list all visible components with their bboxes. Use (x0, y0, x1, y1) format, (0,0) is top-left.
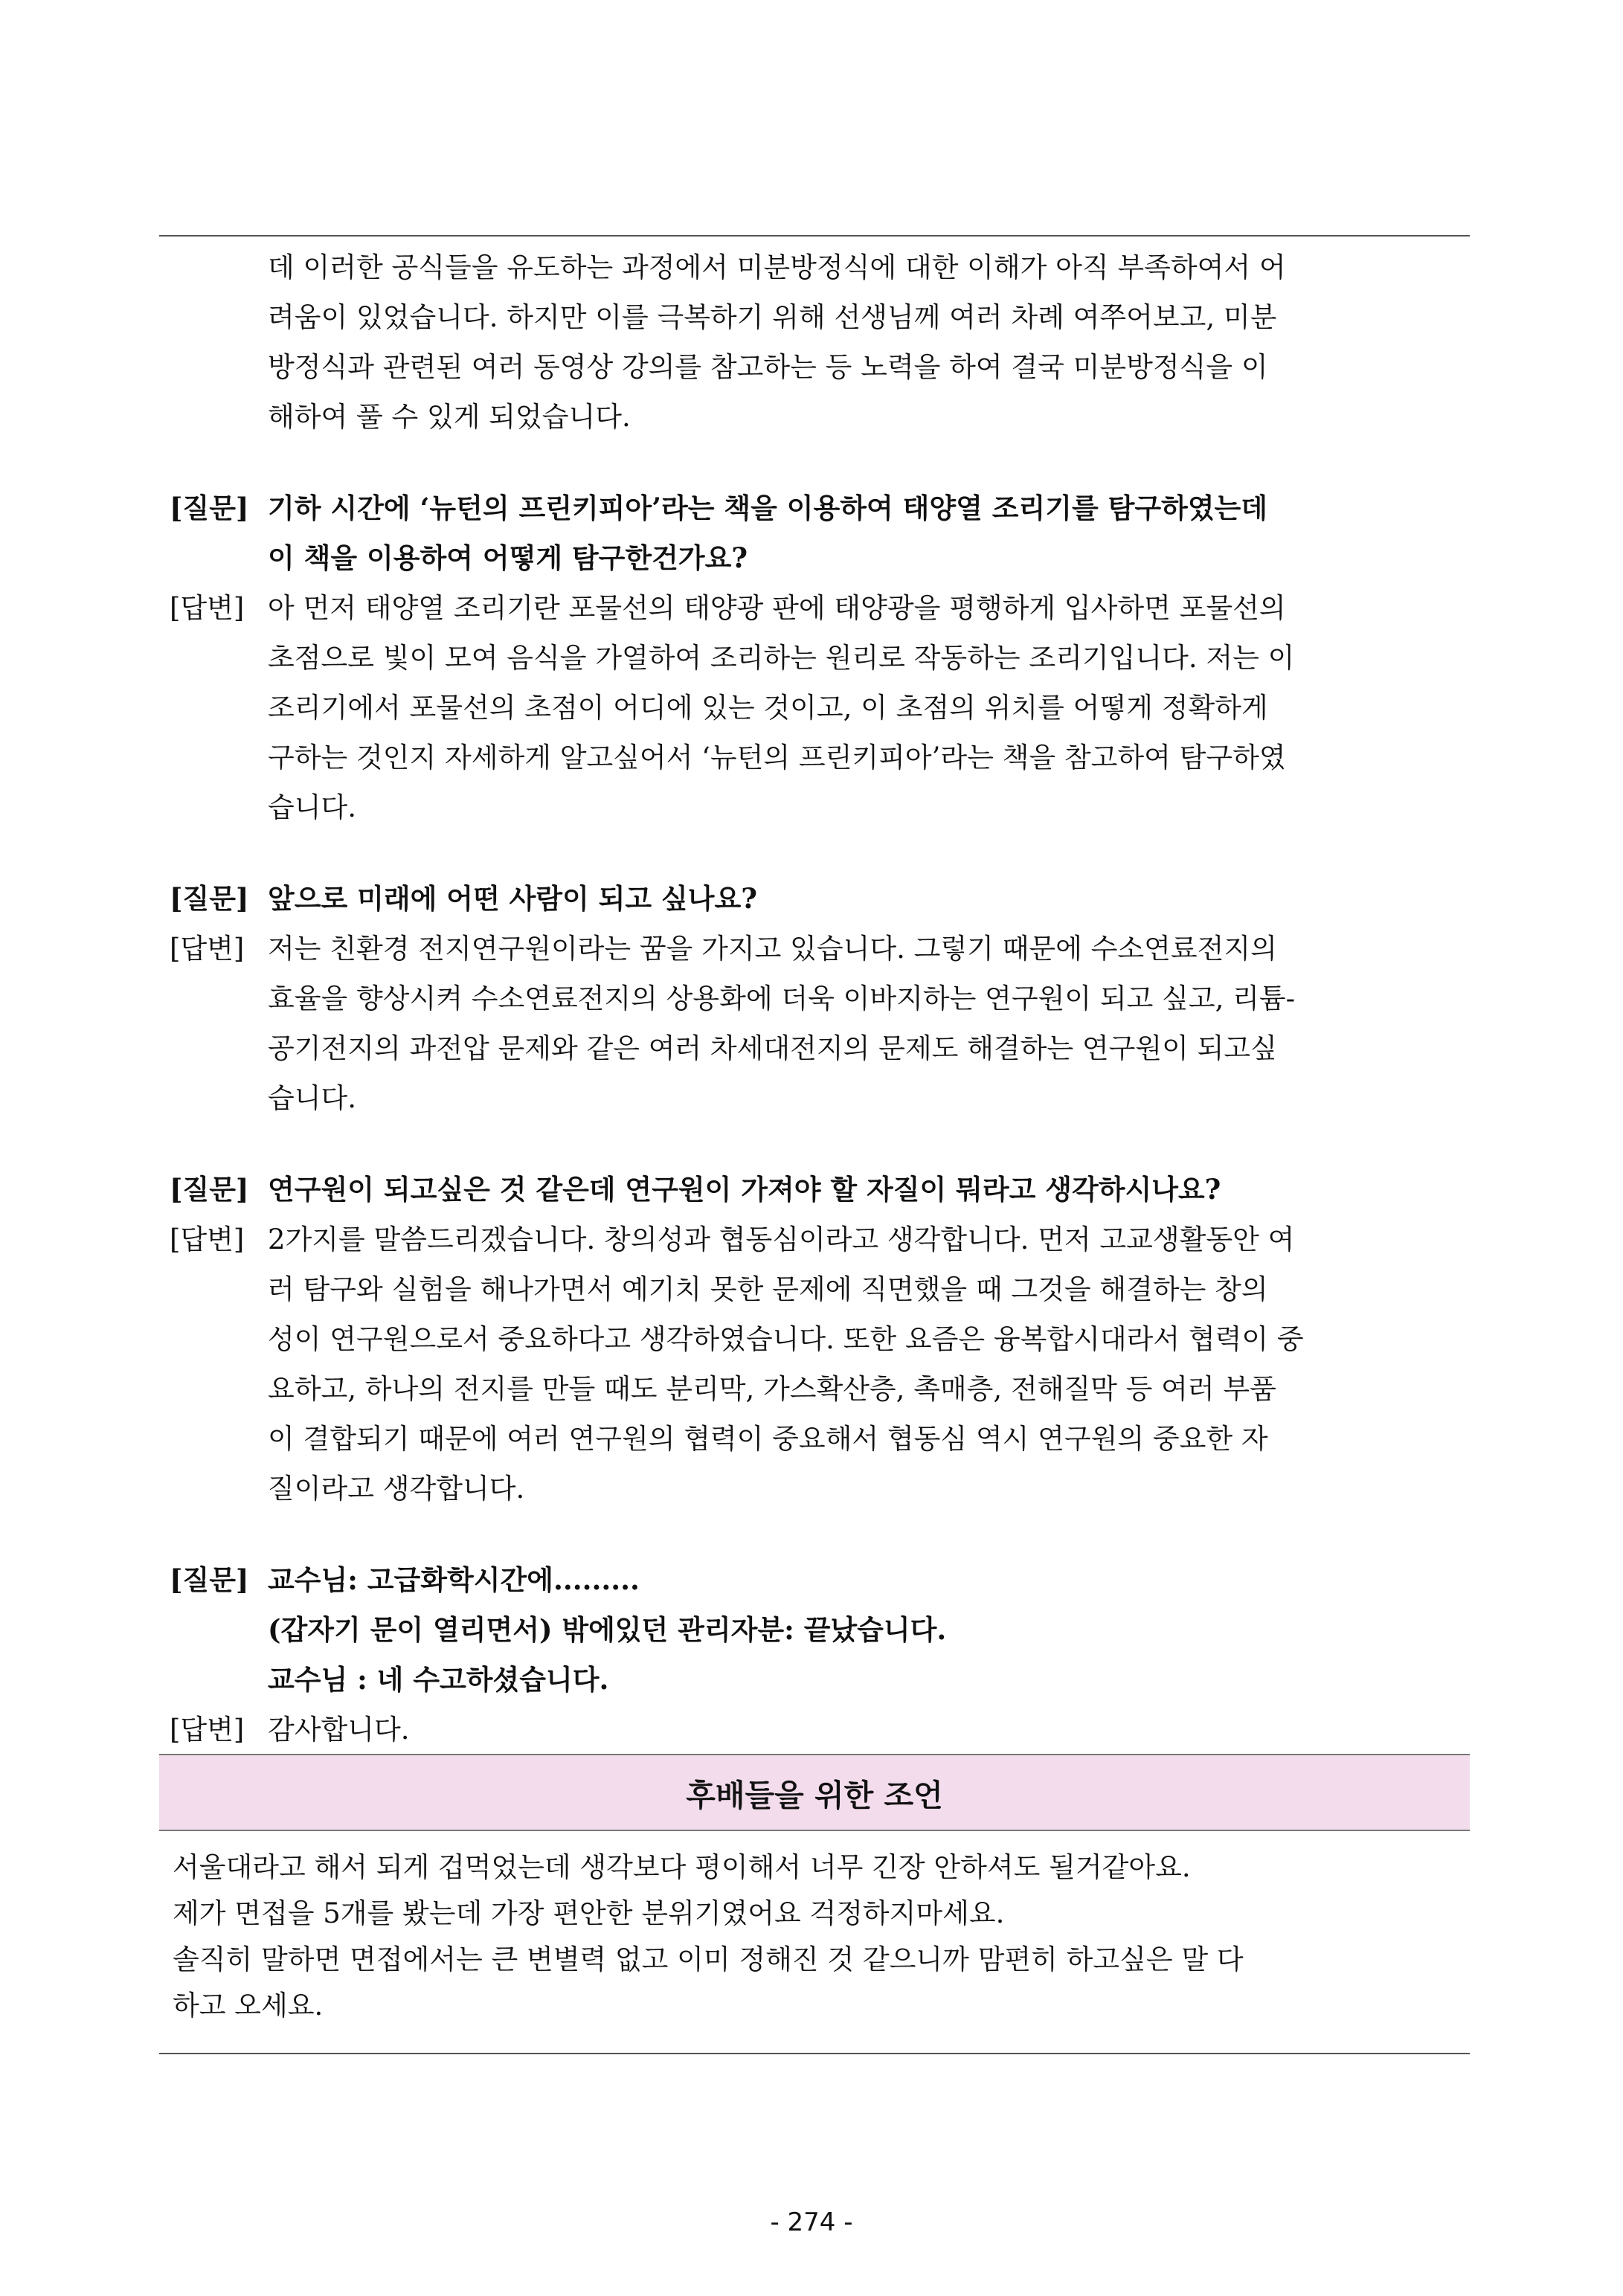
question-tag: [질문] (170, 1563, 249, 1596)
question-3 (170, 1165, 1464, 1215)
advice-body (173, 1845, 1464, 2029)
question-4 (170, 1555, 1464, 1705)
answer-line: 공기전지의 과전압 문제와 같은 여러 차세대전지의 문제도 해결하는 연구원이 되고싶 (268, 1032, 1277, 1064)
answer-line: 감사합니다. (268, 1714, 410, 1746)
question-tag: [질문] (170, 492, 249, 524)
question-line: 연구원이 되고싶은 것 같은데 연구원이 가져야 할 자질이 뭐라고 생각하시나요? (268, 1173, 1221, 1206)
answer-4 (170, 1705, 1464, 1755)
answer-line: 초점으로 빛이 모여 음식을 가열하여 조리하는 원리로 작동하는 조리기입니다. 저는 이 (268, 642, 1295, 674)
question-line: 앞으로 미래에 어떤 사람이 되고 싶나요? (268, 882, 757, 915)
question-tag: [질문] (170, 1173, 249, 1206)
advice-line: 솔직히 말하면 면접에서는 큰 변별력 없고 이미 정해진 것 같으니까 맘편히 하고싶은 말 다 (173, 1943, 1244, 1975)
answer-3 (170, 1215, 1464, 1514)
question-2 (170, 874, 1464, 924)
answer-tag: [답변] (170, 592, 245, 624)
intro-line: 방정식과 관련된 여러 동영상 강의를 참고하는 등 노력을 하여 결국 미분방정식을 이 (268, 351, 1268, 383)
intro-paragraph (170, 242, 1464, 442)
advice-line: 제가 면접을 5개를 봤는데 가장 편안한 분위기였어요 걱정하지마세요. (173, 1897, 1005, 1929)
answer-line: 효율을 향상시켜 수소연료전지의 상용화에 더욱 이바지하는 연구원이 되고 싶고, 리튬- (268, 983, 1296, 1014)
question-line: (갑자기 문이 열리면서) 밖에있던 관리자분: 끝났습니다. (268, 1613, 947, 1646)
intro-line: 해하여 풀 수 있게 되었습니다. (268, 401, 631, 433)
intro-line: 려움이 있었습니다. 하지만 이를 극복하기 위해 선생님께 여러 차례 여쭈어보고, 미분 (268, 301, 1277, 333)
question-line: 교수님 : 네 수고하셨습니다. (268, 1663, 609, 1696)
question-1 (170, 483, 1464, 583)
question-line: 이 책을 이용하여 어떻게 탐구한건가요? (268, 541, 748, 574)
answer-line: 요하고, 하나의 전지를 만들 때도 분리막, 가스확산층, 촉매층, 전해질막 등 여러 부품 (268, 1373, 1276, 1405)
bottom-divider (159, 2053, 1470, 2054)
advice-title: 후배들을 위한 조언 (159, 1754, 1470, 1831)
answer-line: 성이 연구원으로서 중요하다고 생각하였습니다. 또한 요즘은 융복합시대라서 협력이 중 (268, 1323, 1304, 1355)
question-line: 기하 시간에 ‘뉴턴의 프린키피아’라는 책을 이용하여 태양열 조리기를 탐구하였는데 (268, 492, 1268, 524)
question-tag: [질문] (170, 882, 249, 915)
advice-line: 서울대라고 해서 되게 겁먹었는데 생각보다 평이해서 너무 긴장 안하셔도 될거같아요. (173, 1851, 1191, 1883)
answer-line: 습니다. (268, 791, 356, 823)
answer-1 (170, 583, 1464, 832)
answer-line: 조리기에서 포물선의 초점이 어디에 있는 것이고, 이 초점의 위치를 어떻게 정확하게 (268, 692, 1268, 724)
answer-tag: [답변] (170, 933, 245, 965)
answer-line: 저는 친환경 전지연구원이라는 꿈을 가지고 있습니다. 그렇기 때문에 수소연료전지의 (268, 933, 1277, 965)
answer-line: 습니다. (268, 1082, 356, 1114)
answer-line: 구하는 것인지 자세하게 알고싶어서 ‘뉴턴의 프린키피아’라는 책을 참고하여 탐구하였 (268, 742, 1286, 774)
top-divider (159, 235, 1470, 237)
answer-line: 이 결합되기 때문에 여러 연구원의 협력이 중요해서 협동심 역시 연구원의 중요한 자 (268, 1423, 1268, 1455)
answer-tag: [답변] (170, 1714, 245, 1746)
answer-line: 아 먼저 태양열 조리기란 포물선의 태양광 판에 태양광을 평행하게 입사하면 포물선의 (268, 592, 1286, 624)
answer-line: 러 탐구와 실험을 해나가면서 예기치 못한 문제에 직면했을 때 그것을 해결하는 창의 (268, 1273, 1268, 1305)
answer-2 (170, 924, 1464, 1123)
answer-line: 2가지를 말씀드리겠습니다. 창의성과 협동심이라고 생각합니다. 먼저 고교생활동안 여 (268, 1223, 1295, 1255)
page-number: - 274 - (770, 2207, 853, 2237)
answer-line: 질이라고 생각합니다. (268, 1473, 525, 1505)
advice-line: 하고 오세요. (173, 1990, 324, 2022)
answer-tag: [답변] (170, 1223, 245, 1255)
question-line: 교수님: 고급화학시간에......... (268, 1563, 640, 1596)
interview-content (170, 242, 1464, 1755)
intro-line: 데 이러한 공식들을 유도하는 과정에서 미분방정식에 대한 이해가 아직 부족하여서 어 (268, 251, 1286, 283)
